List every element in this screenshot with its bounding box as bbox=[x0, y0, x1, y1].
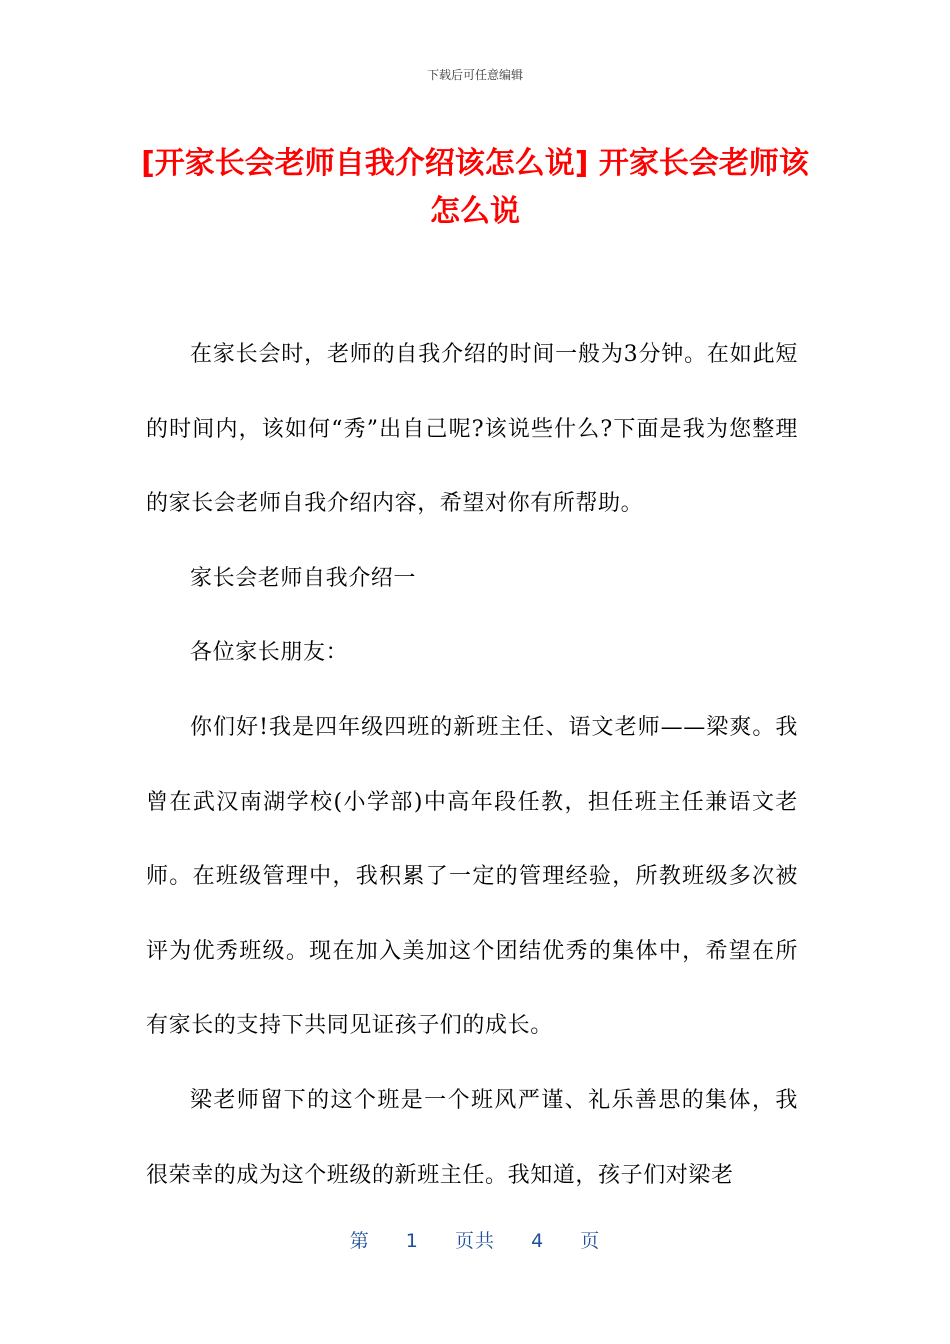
paragraph-salutation: 各位家长朋友： bbox=[190, 640, 349, 666]
total-pages-number: 4 bbox=[531, 1230, 545, 1252]
document-title: [开家长会老师自我介绍该怎么说] 开家长会老师该怎么说 bbox=[141, 146, 809, 229]
page-prefix: 第 bbox=[349, 1230, 370, 1252]
current-page-number: 1 bbox=[405, 1230, 419, 1252]
document-body bbox=[146, 318, 798, 1213]
paragraph-class-description: 梁老师留下的这个班是一个班风严谨、礼乐善思的集体，我很荣幸的成为这个班级的新班主任。我知道，孩子们对梁老 bbox=[146, 1087, 798, 1188]
page-footer bbox=[0, 1226, 950, 1253]
paragraph-section-heading: 家长会老师自我介绍一 bbox=[190, 565, 417, 591]
page-suffix: 页 bbox=[580, 1230, 601, 1252]
page-mid: 页共 bbox=[454, 1230, 495, 1252]
paragraph-greeting: 你们好!我是四年级四班的新班主任、语文老师——梁爽。我曾在武汉南湖学校(小学部)中高年段任教，担任班主任兼语文老师。在班级管理中，我积累了一定的管理经验，所教班级多次被评为优秀班级。现在加入美加这个团结优秀的集体中，希望在所有家长的支持下共同见证孩子们的成长。 bbox=[146, 714, 798, 1039]
paragraph-intro: 在家长会时，老师的自我介绍的时间一般为3分钟。在如此短的时间内，该如何“秀”出自己呢?该说些什么?下面是我为您整理的家长会老师自我介绍内容，希望对你有所帮助。 bbox=[146, 342, 798, 517]
header-note: 下载后可任意编辑 bbox=[426, 68, 523, 82]
